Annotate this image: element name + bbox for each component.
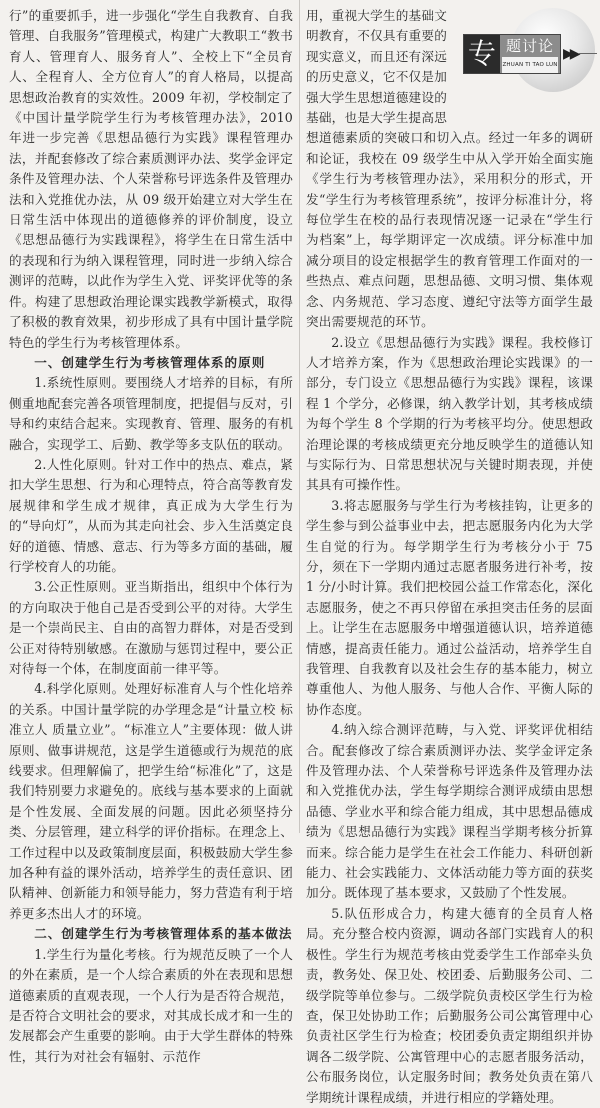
- paragraph: 3.将志愿服务与学生行为考核挂钩，让更多的学生参与到公益事业中去，把志愿服务内化为大学生自觉的行为。每学期学生行为考核分小于 75 分，须在下一学期内通过志愿者服务进行补考，按 1 分/小时计算。我们把校园公益工作常态化，深化志愿服务，使之不再只停留在承担突击任务的层面上。让学生在志愿服务中增强道德认识，培养道德情感，提高责任能力。通过公益活动，培养学生自我管理、自我教育以及社会生存的基本能力，树立尊重他人、为他人服务、与他人合作、平衡人际的协作态度。: [306, 497, 593, 717]
- paragraph: 4.科学化原则。处理好标准育人与个性化培养的关系。中国计量学院的办学理念是“计量立校 标准立人 质量立业”。“标准立人”主要体现：做人讲原则、做事讲规范，这是学生道德或行为规范的底线要求。但理解偏了，把学生给“标准化”了，这是我们特别要力求避免的。底线与基本要求的上面就是个性发展、全面发展的问题。因此必须坚持分类、分层管理，建立科学的评价指标。在理念上、工作过程中以及政策制度层面，积极鼓励大学生参加各种有益的课外活动，培养学生的责任意识、团队精神、创新能力和领导能力，努力营造有利于培养更多杰出人才的环境。: [9, 681, 293, 921]
- paragraph: 行”的重要抓手，进一步强化“学生自我教育、自我管理、自我服务”管理模式，构建广大教职工“教书育人、管理育人、服务育人”、全校上下“全员育人、全程育人、全方位育人”的育人格局，以提高思想政治教育的实效性。2009 年初，学校制定了《中国计量学院学生行为考核管理办法》，2010 年进一步完善《思想品德行为实践》课程管理办法，并配套修改了综合素质测评办法、奖学金评定条件及管理办法、个人荣誉称号评选条件及管理办法和入党推优办法，从 09 级开始建立对大学生在日常生活中体现出的道德修养的评价制度，设立《思想品德行为实践课程》，将学生在日常生活中的表现和行为纳入课程管理，同时进一步纳入综合测评的范畴，以此作为学生入党、评奖评优等的条件。构建了思想政治理论课实践教学新模式，取得了积极的教育效果，初步形成了具有中国计量学院特色的学生行为考核管理体系。: [9, 8, 293, 350]
- section-heading-1: 一、创建学生行为考核管理体系的原则: [34, 354, 266, 370]
- logo-title: 题讨论: [505, 37, 554, 55]
- paragraph: 3.公正性原则。亚当斯指出，组织中个体行为的方向取决于他自己是否受到公平的对待。大学生是一个崇尚民主、自由的高智力群体，对是否受到公正对待特别敏感。在激励与惩罚过程中，要公正对待每一个体，在制度面前一律平等。: [9, 579, 293, 676]
- right-column: [306, 6, 593, 1108]
- logo-right-panel: [500, 35, 560, 73]
- paragraph: 用，重视大学生的基础文明教育，不仅具有重要的现实意义，而且还有深远的历史意义，它不仅是加强大学生思想道德建设的基础，也是大学生提高思想道德素质的突破口和切入点。经过一年多的调研和论证，我校在 09 级学生中从入学开始全面实施《学生行为考核管理办法》，采用积分的形式，开发“学生行为考核管理系统”，按评分标准计分，将每位学生在校的品行表现情况逐一记录在“学生行为档案”上，每学期评定一次成绩。评分标准中加减分项目的设定根据学生的教育管理工作面对的一些热点、难点问题，思想品德、文明习惯、集体观念、内务规范、学习态度、遵纪守法等方面学生最突出需要规范的环节。: [306, 8, 593, 330]
- paragraph: 1.学生行为量化考核。行为规范反映了一个人的外在素质，是一个人综合素质的外在表现和思想道德素质的直观表现，一个人行为是否符合规范，是否符合文明社会的要求，对其成长成才和一生的发展都会产生重要的影响。由于大学生群体的特殊性，其行为对社会有辐射、示范作: [9, 946, 293, 1064]
- logo-line: [579, 53, 597, 54]
- logo-big-char: 专: [464, 35, 500, 73]
- paragraph: 5.队伍形成合力，构建大德育的全员育人格局。充分整合校内资源，调动各部门实践育人的积极性。学生行为规范考核由党委学生工作部牵头负责，教务处、保卫处、校团委、后勤服务公司、二级学院等单位参与。二级学院负责校区学生行为检查，保卫处协助工作；后勤服务公司公寓管理中心负责社区学生行为检查；校团委负责定期组织并协调各二级学院、公寓管理中心的志愿者服务活动，公布服务岗位，认定服务时间；教务处负责在第八学期统计课程成绩，并进行相应的学籍处理。: [306, 905, 593, 1105]
- paragraph: 4.纳入综合测评范畴，与入党、评奖评优相结合。配套修改了综合素质测评办法、奖学金评定条件及管理办法、个人荣誉称号评选条件及管理办法和入党推优办法，学生每学期综合测评成绩由思想品德、学业水平和综合能力组成，其中思想品德成绩为《思想品德行为实践》课程当学期考核分折算而来。综合能力是学生在社会工作能力、科研创新能力、社会实践能力、文体活动能力等方面的获奖加分。既体现了基本要求，又鼓励了个性发展。: [306, 722, 593, 901]
- double-arrow-icon: ▶▶: [563, 46, 577, 62]
- column-divider: [299, 0, 300, 833]
- paragraph: 2.设立《思想品德行为实践》课程。我校修订人才培养方案，作为《思想政治理论实践课》的一部分，专门设立《思想品德行为实践》课程，该课程 1 个学分，必修课，纳入教学计划，其考核成绩为每个学生 8 个学期的行为考核平均分。使思想政治理论课的考核成绩更充分地反映学生的道德认知与实际行为、日常思想状况与关键时期表现，并使其具有可操作性。: [306, 334, 593, 493]
- left-column: [9, 6, 293, 1067]
- logo-box: [463, 34, 561, 74]
- logo-subtitle: ZHUAN TI TAO LUN: [502, 57, 558, 73]
- column-logo: [451, 6, 599, 110]
- paragraph: 2.人性化原则。针对工作中的热点、难点，紧扣大学生思想、行为和心理特点，符合高等教育发展规律和学生成才规律，真正成为大学生行为的“导向灯”，从而为其走向社会、步入生活奠定良好的道德、情感、意志、行为等多方面的基础，履行学校育人的功能。: [9, 456, 293, 574]
- section-heading-2: 二、创建学生行为考核管理体系的基本做法: [34, 926, 293, 942]
- paragraph: 1.系统性原则。要围绕人才培养的目标，有所侧重地配套完善各项管理制度，把提倡与反对，引导和约束结合起来。实现教育、管理、服务的有机融合，实现学工、后勤、教学等多支队伍的联动。: [9, 375, 293, 452]
